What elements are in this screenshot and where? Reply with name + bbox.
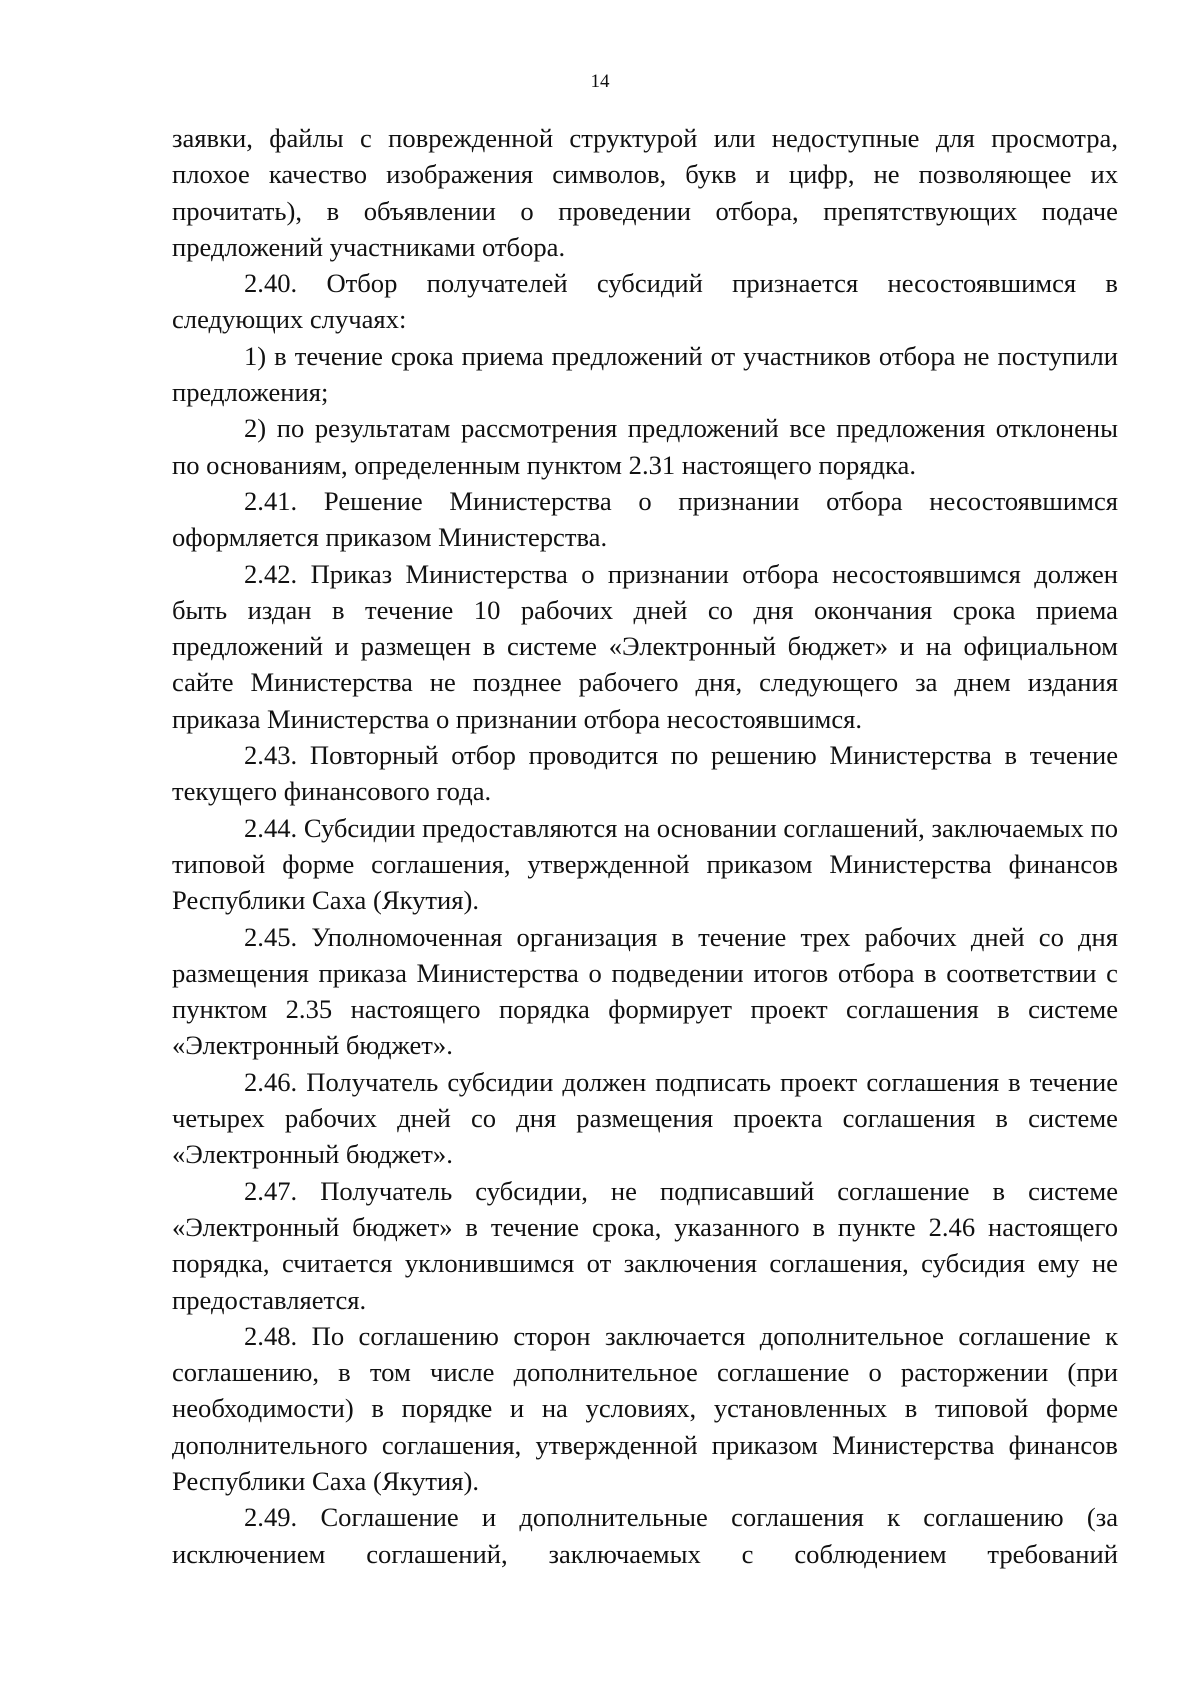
paragraph-continuation: заявки, файлы с поврежденной структурой или недоступные для просмотра, плохое качество изображения символов, букв и цифр, не позволяющее их прочитать), в объявлении о проведении отбора, препятствующих подаче предложений участниками отбора. bbox=[172, 123, 1118, 262]
paragraph-2-46: 2.46. Получатель субсидии должен подписать проект соглашения в течение четырех рабочих дней со дня размещения проекта соглашения в системе «Электронный бюджет». bbox=[172, 1066, 1118, 1170]
paragraph-2-47: 2.47. Получатель субсидии, не подписавший соглашение в системе «Электронный бюджет» в течение срока, указанного в пункте 2.46 настоящего порядка, считается уклонившимся от заключения соглашения, субсидия ему не предоставляется. bbox=[172, 1175, 1118, 1315]
paragraph-2-41: 2.41. Решение Министерства о признании отбора несостоявшимся оформляется приказом Министерства. bbox=[172, 485, 1118, 553]
paragraph-2-44: 2.44. Субсидии предоставляются на основании соглашений, заключаемых по типовой форме соглашения, утвержденной приказом Министерства финансов Республики Саха (Якутия). bbox=[172, 812, 1118, 916]
paragraph-2-42: 2.42. Приказ Министерства о признании отбора несостоявшимся должен быть издан в течение 10 рабочих дней со дня окончания срока приема предложений и размещен в системе «Электронный бюджет» и на официальном сайте Министерства не позднее рабочего дня, следующего за днем издания приказа Министерства о признании отбора несостоявшимся. bbox=[172, 558, 1118, 734]
paragraph-2-49: 2.49. Соглашение и дополнительные соглашения к соглашению (за исключением соглашений, заключаемых с соблюдением требований bbox=[172, 1502, 1118, 1569]
list-item-2: 2) по результатам рассмотрения предложений все предложения отклонены по основаниям, определенным пунктом 2.31 настоящего порядка. bbox=[172, 413, 1118, 480]
document-body bbox=[172, 120, 1118, 1572]
paragraph-2-45: 2.45. Уполномоченная организация в течение трех рабочих дней со дня размещения приказа Министерства о подведении итогов отбора в соответствии с пунктом 2.35 настоящего порядка формирует проект соглашения в системе «Электронный бюджет». bbox=[172, 921, 1118, 1061]
paragraph-2-40: 2.40. Отбор получателей субсидий признается несостоявшимся в следующих случаях: bbox=[172, 268, 1118, 335]
paragraph-2-43: 2.43. Повторный отбор проводится по решению Министерства в течение текущего финансового года. bbox=[172, 740, 1118, 807]
page-number: 14 bbox=[590, 71, 610, 92]
list-item-1: 1) в течение срока приема предложений от участников отбора не поступили предложения; bbox=[172, 340, 1118, 408]
paragraph-2-48: 2.48. По соглашению сторон заключается дополнительное соглашение к соглашению, в том числе дополнительное соглашение о расторжении (при необходимости) в порядке и на условиях, установленных в типовой форме дополнительного соглашения, утвержденной приказом Министерства финансов Республики Саха (Якутия). bbox=[172, 1320, 1118, 1496]
